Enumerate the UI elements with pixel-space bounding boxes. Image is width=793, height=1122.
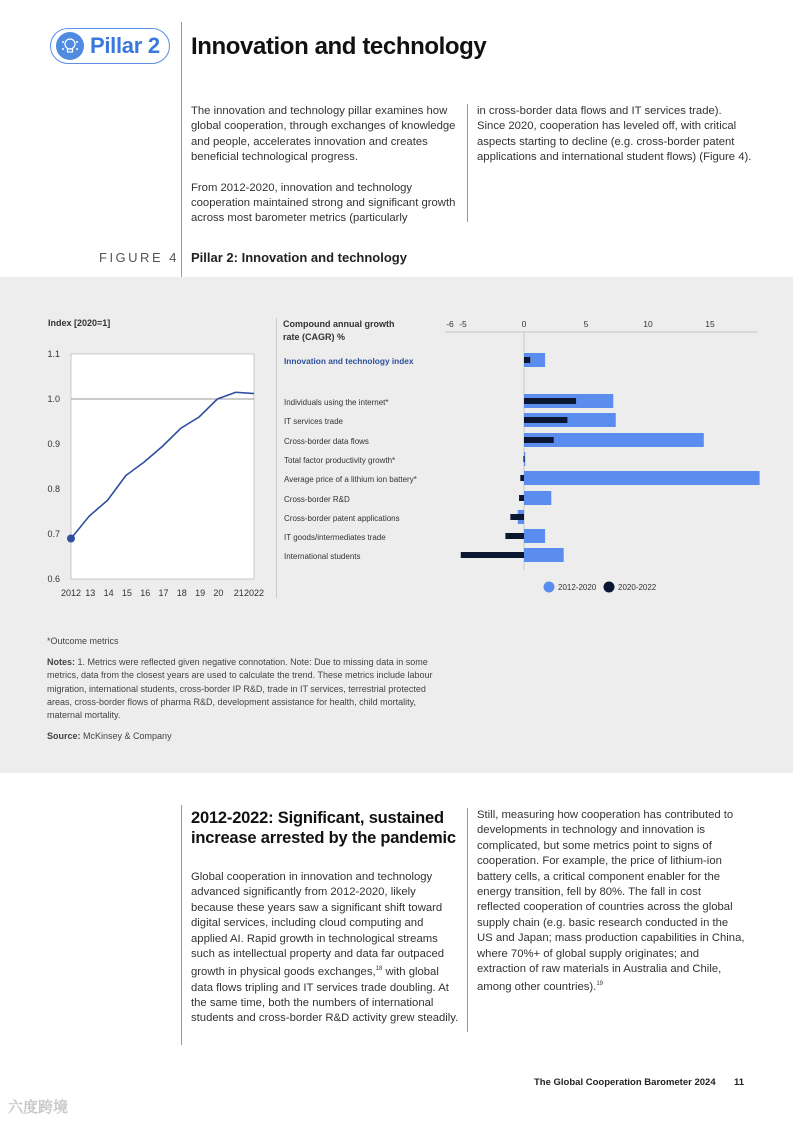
pillar-label: Pillar 2 [90,33,160,58]
bar-category-label: IT goods/intermediates trade [284,533,386,542]
section-divider-mid [467,808,468,1032]
legend-swatch-2012-2020 [544,582,555,593]
bar-2020-2022 [524,417,567,423]
intro-col1 [191,104,459,227]
bar-2012-2020 [524,471,760,485]
line-x-tick-label: 14 [103,588,114,598]
line-chart-plot-area [71,354,254,579]
section-divider-left [181,805,182,1045]
line-x-tick-label: 15 [121,588,132,598]
pillar-badge [50,28,170,64]
bar-2020-2022 [505,533,524,539]
bar-2012-2020 [524,491,551,505]
bar-2020-2022 [524,437,554,443]
line-y-tick-label: 0.6 [47,574,60,584]
line-x-tick-label: 17 [158,588,169,598]
watermark: 六度跨境 [8,1099,69,1116]
line-chart-title: Index [2020=1] [48,318,111,328]
figure-label: FIGURE 4 [99,250,179,265]
bar-chart-title: Compound annual growth rate (CAGR) % [283,319,395,342]
section-col1-text: Global cooperation in innovation and technology advanced significantly from 2012-2020, likely because these years saw a significant shift toward digital services, including cloud computing and applied AI. Rapid growth in technological streams such as intellectual property and data far outpaced growth in physical goods exchanges, [191,871,445,979]
line-x-tick-label: 16 [140,588,151,598]
line-y-tick-label: 1.0 [47,394,60,404]
legend-label-2020-2022: 2020-2022 [618,583,657,592]
bar-category-label: Innovation and technology index [284,356,414,366]
bar-category-label: Total factor productivity growth* [284,456,396,465]
bar-2020-2022 [524,398,576,404]
bar-2020-2022 [519,495,524,501]
bar-2020-2022 [524,357,530,363]
line-y-tick-label: 0.7 [47,529,60,539]
legend-label-2012-2020: 2012-2020 [558,583,597,592]
bar-2020-2022 [520,475,524,481]
footnote-ref-19: 19 [596,981,603,988]
legend-swatch-2020-2022 [604,582,615,593]
line-y-tick-label: 0.8 [47,484,60,494]
line-x-tick-label: 18 [176,588,187,598]
line-start-point [67,535,75,543]
source-label: Source: [47,731,81,741]
chart-divider [276,318,277,598]
bar-x-tick-label: -6 [446,319,454,329]
line-y-tick-label: 0.9 [47,439,60,449]
bar-2020-2022 [461,552,524,558]
intro-divider [467,104,468,222]
figure-notes [47,656,442,722]
bar-category-label: IT services trade [284,417,343,426]
line-x-tick-label: 20 [213,588,224,598]
bar-category-label: International students [284,552,361,561]
section-col1 [191,870,459,1027]
outcome-note: *Outcome metrics [47,636,119,646]
section-col2 [477,808,747,996]
bar-2020-2022 [523,456,524,462]
source-text: McKinsey & Company [83,731,172,741]
bar-x-tick-label: 15 [705,319,715,329]
bar-category-label: Average price of a lithium ion battery* [284,475,417,484]
line-y-tick-label: 1.1 [47,349,60,359]
line-x-tick-label: 21 [233,588,244,598]
notes-label: Notes: [47,657,76,667]
intro-col1-p1: The innovation and technology pillar examines how global cooperation, through exchanges of knowledge and people, accelerates innovation and creates beneficial technological progress. [191,105,456,164]
footer-report-title: The Global Cooperation Barometer 2024 [534,1077,716,1088]
section-col2-text: Still, measuring how cooperation has contributed to developments in technology and innovation is complicated, but some metrics point to signs of cooperation. For example, the price of lithium-ion battery cells, a critical component enabler for the energy transition, fell by 80%. The fall in cost reflected cooperation of countries across the global supply chain (e.g. basic research conducted in the US and Japan; mass production capabilities in China, where 70%+ of global supply originates; and extraction of raw materials in Australia and Chile, among other countries). [477,809,745,994]
line-x-tick-label: 13 [85,588,96,598]
bar-category-label: Cross-border R&D [284,495,350,504]
section-heading: 2012-2022: Significant, sustained increase arrested by the pandemic [191,809,456,847]
bar-x-tick-label: 0 [521,319,527,329]
bar-x-tick-label: 10 [643,319,653,329]
footnote-ref-18: 18 [375,966,383,973]
bar-x-tick-label: 5 [583,319,589,329]
line-chart [40,340,280,605]
bar-2020-2022 [510,514,524,520]
bar-chart [280,314,780,604]
bar-category-label: Individuals using the internet* [284,398,389,407]
bar-category-label: Cross-border patent applications [284,514,400,523]
line-x-tick-label: 2022 [243,588,265,598]
intro-col2: in cross-border data flows and IT services trade). Since 2020, cooperation has leveled off, with critical aspects starting to decline (e.g. cross-border patent applications and international student flows) (Figure 4). [477,105,752,164]
bar-x-tick-label: -5 [459,319,467,329]
figure-source [47,730,172,743]
header-divider [181,22,182,277]
figure-title: Pillar 2: Innovation and technology [191,250,407,265]
bar-2012-2020 [524,529,545,543]
page-title: Innovation and technology [191,33,487,60]
notes-text: 1. Metrics were reflected given negative connotation. Note: Due to missing data in some metrics, data from the closest years are used to calculate the trend. These metrics include labour migration, international students, cross-border IP R&D, trade in IT services, terrestrial protected areas, cross-border flows of pharma R&D, development assistance for health, child mortality, maternal mortality. [47,657,433,721]
line-x-tick-label: 19 [195,588,206,598]
section-col1-text2: with global data flows tripling and IT services trade doubling. At the same time, both the numbers of international students and cross-border R&D activity grew steadily. [191,966,459,1025]
intro-col1-p2: From 2012-2020, innovation and technology cooperation maintained strong and significant growth across most barometer metrics (particularly [191,181,456,225]
page-number: 11 [734,1077,745,1088]
line-x-tick-label: 2012 [60,588,82,598]
bar-2012-2020 [524,548,564,562]
bar-category-label: Cross-border data flows [284,437,369,446]
lightbulb-icon [56,32,84,60]
